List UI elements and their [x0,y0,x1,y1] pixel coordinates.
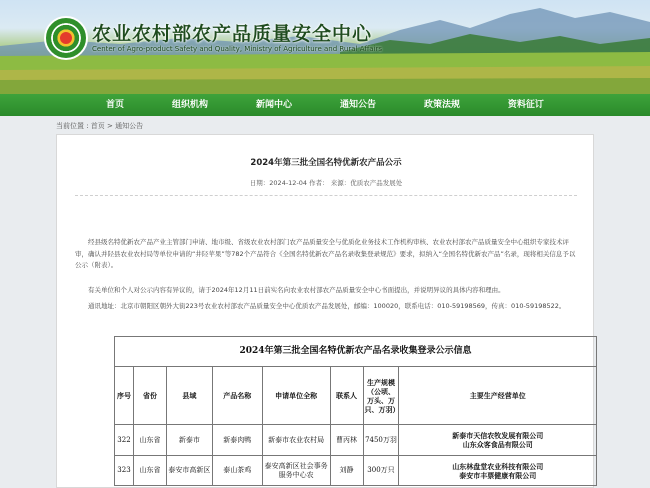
article-meta: 日期：2024-12-04 作者： 来源：优质农产品发展处 [249,179,403,187]
cell-county: 新泰市 [166,425,212,456]
cell-no: 322 [115,425,134,456]
table-header: 主要生产经营单位 [399,367,597,425]
cell-contact: 刘静 [330,456,363,486]
cell-scale: 7450万羽 [363,425,399,456]
product-table [114,336,597,486]
divider [75,195,577,196]
table-header: 县域 [166,367,212,425]
table-header: 省份 [133,367,166,425]
org-name: 农业农村部农产品质量安全中心 [92,23,373,45]
org-name-english: Center of Agro-product Safety and Quality, Ministry of Agriculture and Rural Affairs [92,45,383,53]
cell-scale: 300万只 [363,456,399,486]
cell-county: 泰安市高新区 [166,456,212,486]
table-row [115,425,597,456]
cell-product: 泰山茶鸡 [212,456,262,486]
article-paragraph: 通讯地址：北京市朝阳区朝外大街223号农业农村部农产品质量安全中心优质农产品发展处，邮编：100020，联系电话：010-59198569，传真：010-59198522。 [88,302,566,310]
nav-home[interactable]: 首页 [106,100,125,110]
cell-applicant: 新泰市农业农村局 [262,425,330,456]
product-table-wrapper [114,336,597,486]
table-caption: 2024年第三批全国名特优新农产品名录收集登录公示信息 [115,337,597,367]
cell-contact: 曹丙林 [330,425,363,456]
cell-product: 新泰肉鸭 [212,425,262,456]
ministry-logo[interactable] [44,16,88,60]
header-banner [0,0,650,94]
table-header: 序号 [115,367,134,425]
cell-operators: 新泰市天信农牧发展有限公司 山东众客食品有限公司 [399,425,597,456]
nav-notices[interactable]: 通知公告 [339,100,376,110]
table-header-row [115,367,597,425]
cell-applicant: 泰安高新区社会事务服务中心农 [262,456,330,486]
nav-organization[interactable]: 组织机构 [171,100,208,110]
table-header: 产品名称 [212,367,262,425]
cell-operators: 山东林盘堂农业科技有限公司 泰安市丰票健康有限公司 [399,456,597,486]
cell-province: 山东省 [133,425,166,456]
article-title: 2024年第三批全国名特优新农产品公示 [250,158,402,168]
table-header: 生产规模（公顷、万头、万只、万羽） [363,367,399,425]
nav-policies[interactable]: 政策法规 [423,100,460,110]
table-header: 申请单位全称 [262,367,330,425]
breadcrumb[interactable]: 当前位置 : 首页 > 通知公告 [56,122,144,130]
cell-province: 山东省 [133,456,166,486]
nav-subscriptions[interactable]: 资料征订 [507,100,544,110]
article-panel [56,134,594,488]
nav-news[interactable]: 新闻中心 [255,100,292,110]
table-row [115,456,597,486]
main-nav [0,94,650,116]
article-paragraph: 经县级名特优新农产品产业主管部门申请、地市级、省级农业农村部门农产品质量安全与优质化业务技术工作机构审核、农业农村部农产品质量安全中心组织专家技术评审，确认并陉县农业农村局等单位申请的“井陉苹果”等782个产品符合《全国名特优新农产品名录收集登录规范》要求，拟纳入“全国名特优新农产品”名录，现将相关信息予以公示（附表）。 [75,238,576,269]
cell-no: 323 [115,456,134,486]
table-header: 联系人 [330,367,363,425]
article-paragraph: 有关单位和个人对公示内容有异议的，请于2024年12月11日前实名向农业农村部农产品质量安全中心书面提出，并说明异议的具体内容和理由。 [88,286,505,294]
